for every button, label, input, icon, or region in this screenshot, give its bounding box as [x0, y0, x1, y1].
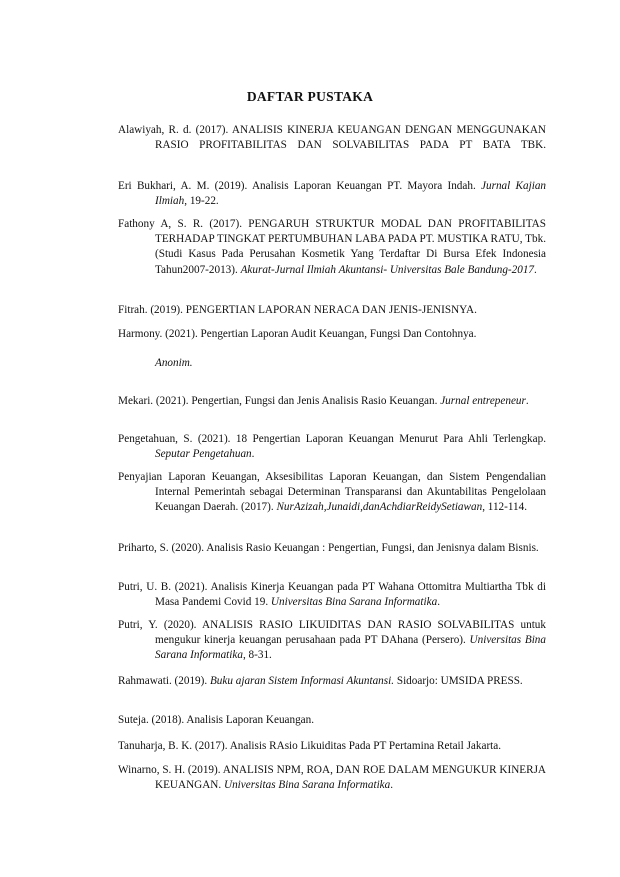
reference-source: Jurnal entrepeneur	[440, 395, 526, 407]
reference-text: Penyajian Laporan Keuangan, Aksesibilitas Laporan Keuangan, dan Sistem Pengendalian Internal Pemerintah sebagai Determinan Transparansi dan Akuntabilitas Pengelolaan Keuangan Daerah. (2017).	[118, 471, 546, 514]
reference-source: Buku ajaran Sistem Informasi Akuntansi.	[209, 675, 395, 687]
reference-suffix: , 112-114.	[482, 501, 528, 514]
reference-source: NurAzizah,Junaidi,danAchdiarReidySetiawan	[276, 501, 483, 514]
reference-suffix: , 19-22.	[184, 195, 219, 208]
reference-text: Tanuharja, B. K. (2017). Analisis RAsio Likuiditas Pada PT Pertamina Retail Jakarta.	[118, 740, 502, 752]
reference-suffix: Sidoarjo: UMSIDA PRESS.	[394, 675, 523, 687]
reference-source: Jurnal Kajian Ilmiah	[155, 180, 547, 208]
reference-suffix: .	[390, 779, 394, 792]
reference-text: Fathony A, S. R. (2017). PENGARUH STRUKTUR MODAL DAN PROFITABILITAS TERHADAP TINGKAT PERTUMBUHAN LABA PADA PT. MUSTIKA RATU, Tbk. (Studi Kasus Pada Perusahan Kosmetik Yang Terdaftar Di Bursa Efek Indonesia Tahun2007-2013).	[118, 218, 546, 276]
reference-suffix: .	[251, 448, 255, 461]
reference-text: Pengetahuan, S. (2021). 18 Pengertian Laporan Keuangan Menurut Para Ahli Terlengkap.	[118, 433, 546, 445]
reference-entry-fathony	[118, 217, 546, 278]
reference-text: Putri, Y. (2020). ANALISIS RASIO LIKUIDITAS DAN RASIO SOLVABILITAS untuk mengukur kinerja keuangan perusahaan pada PT DAhana (Persero).	[118, 619, 546, 647]
reference-text: Suteja. (2018). Analisis Laporan Keuangan.	[118, 714, 315, 726]
reference-source: Universitas Bina Sarana Informatika	[223, 779, 391, 792]
reference-suffix: .	[525, 395, 529, 407]
reference-entry-putri-ub	[118, 580, 546, 610]
reference-text: Priharto, S. (2020). Analisis Rasio Keuangan : Pengertian, Fungsi, dan Jenisnya dalam Bisnis.	[118, 542, 539, 554]
reference-entry-harmony	[118, 327, 546, 342]
reference-source: Universitas Bina Sarana Informatika	[270, 596, 438, 609]
reference-entry-eri-bukhari	[118, 179, 546, 209]
reference-entry-priharto	[118, 541, 546, 556]
reference-entry-alawiyah	[118, 123, 546, 153]
anonim-note: Anonim.	[155, 357, 193, 369]
reference-entry-pengetahuan	[118, 432, 546, 462]
reference-suffix: .	[437, 596, 440, 609]
reference-source: Seputar Pengetahuan	[155, 448, 252, 461]
reference-entry-winarno	[118, 763, 546, 793]
reference-text: Rahmawati. (2019).	[118, 675, 210, 687]
reference-entry-putri-y	[118, 618, 546, 664]
reference-suffix: , 8-31.	[242, 649, 272, 662]
reference-source: Universitas Bina Sarana Informatika	[155, 634, 546, 662]
reference-text: Harmony. (2021). Pengertian Laporan Audit Keuangan, Fungsi Dan Contohnya.	[118, 328, 477, 340]
reference-text: Fitrah. (2019). PENGERTIAN LAPORAN NERACA DAN JENIS-JENISNYA.	[118, 304, 477, 316]
reference-text: Alawiyah, R. d. (2017). ANALISIS KINERJA KEUANGAN DENGAN MENGGUNAKAN RASIO PROFITABILITAS DAN SOLVABILITAS PADA PT BATA TBK.	[118, 124, 546, 152]
reference-source: Akurat-Jurnal Ilmiah Akuntansi- Universitas Bale Bandung-2017	[240, 263, 535, 276]
reference-entry-fitrah	[118, 303, 546, 318]
reference-entry-penyajian	[118, 470, 546, 516]
page-title: DAFTAR PUSTAKA	[246, 89, 374, 104]
reference-entry-rahmawati	[118, 674, 546, 689]
reference-suffix: .	[534, 263, 537, 276]
reference-text: Putri, U. B. (2021). Analisis Kinerja Keuangan pada PT Wahana Ottomitra Multiartha Tbk di Masa Pandemi Covid 19.	[118, 581, 546, 609]
reference-text: Mekari. (2021). Pengertian, Fungsi dan Jenis Analisis Rasio Keuangan.	[118, 395, 441, 407]
reference-text: Winarno, S. H. (2019). ANALISIS NPM, ROA, DAN ROE DALAM MENGUKUR KINERJA KEUANGAN.	[118, 764, 546, 792]
reference-entry-tanuharja	[118, 739, 546, 754]
reference-text: Eri Bukhari, A. M. (2019). Analisis Laporan Keuangan PT. Mayora Indah.	[118, 180, 482, 192]
reference-entry-mekari	[118, 394, 546, 409]
reference-entry-suteja	[118, 713, 546, 728]
